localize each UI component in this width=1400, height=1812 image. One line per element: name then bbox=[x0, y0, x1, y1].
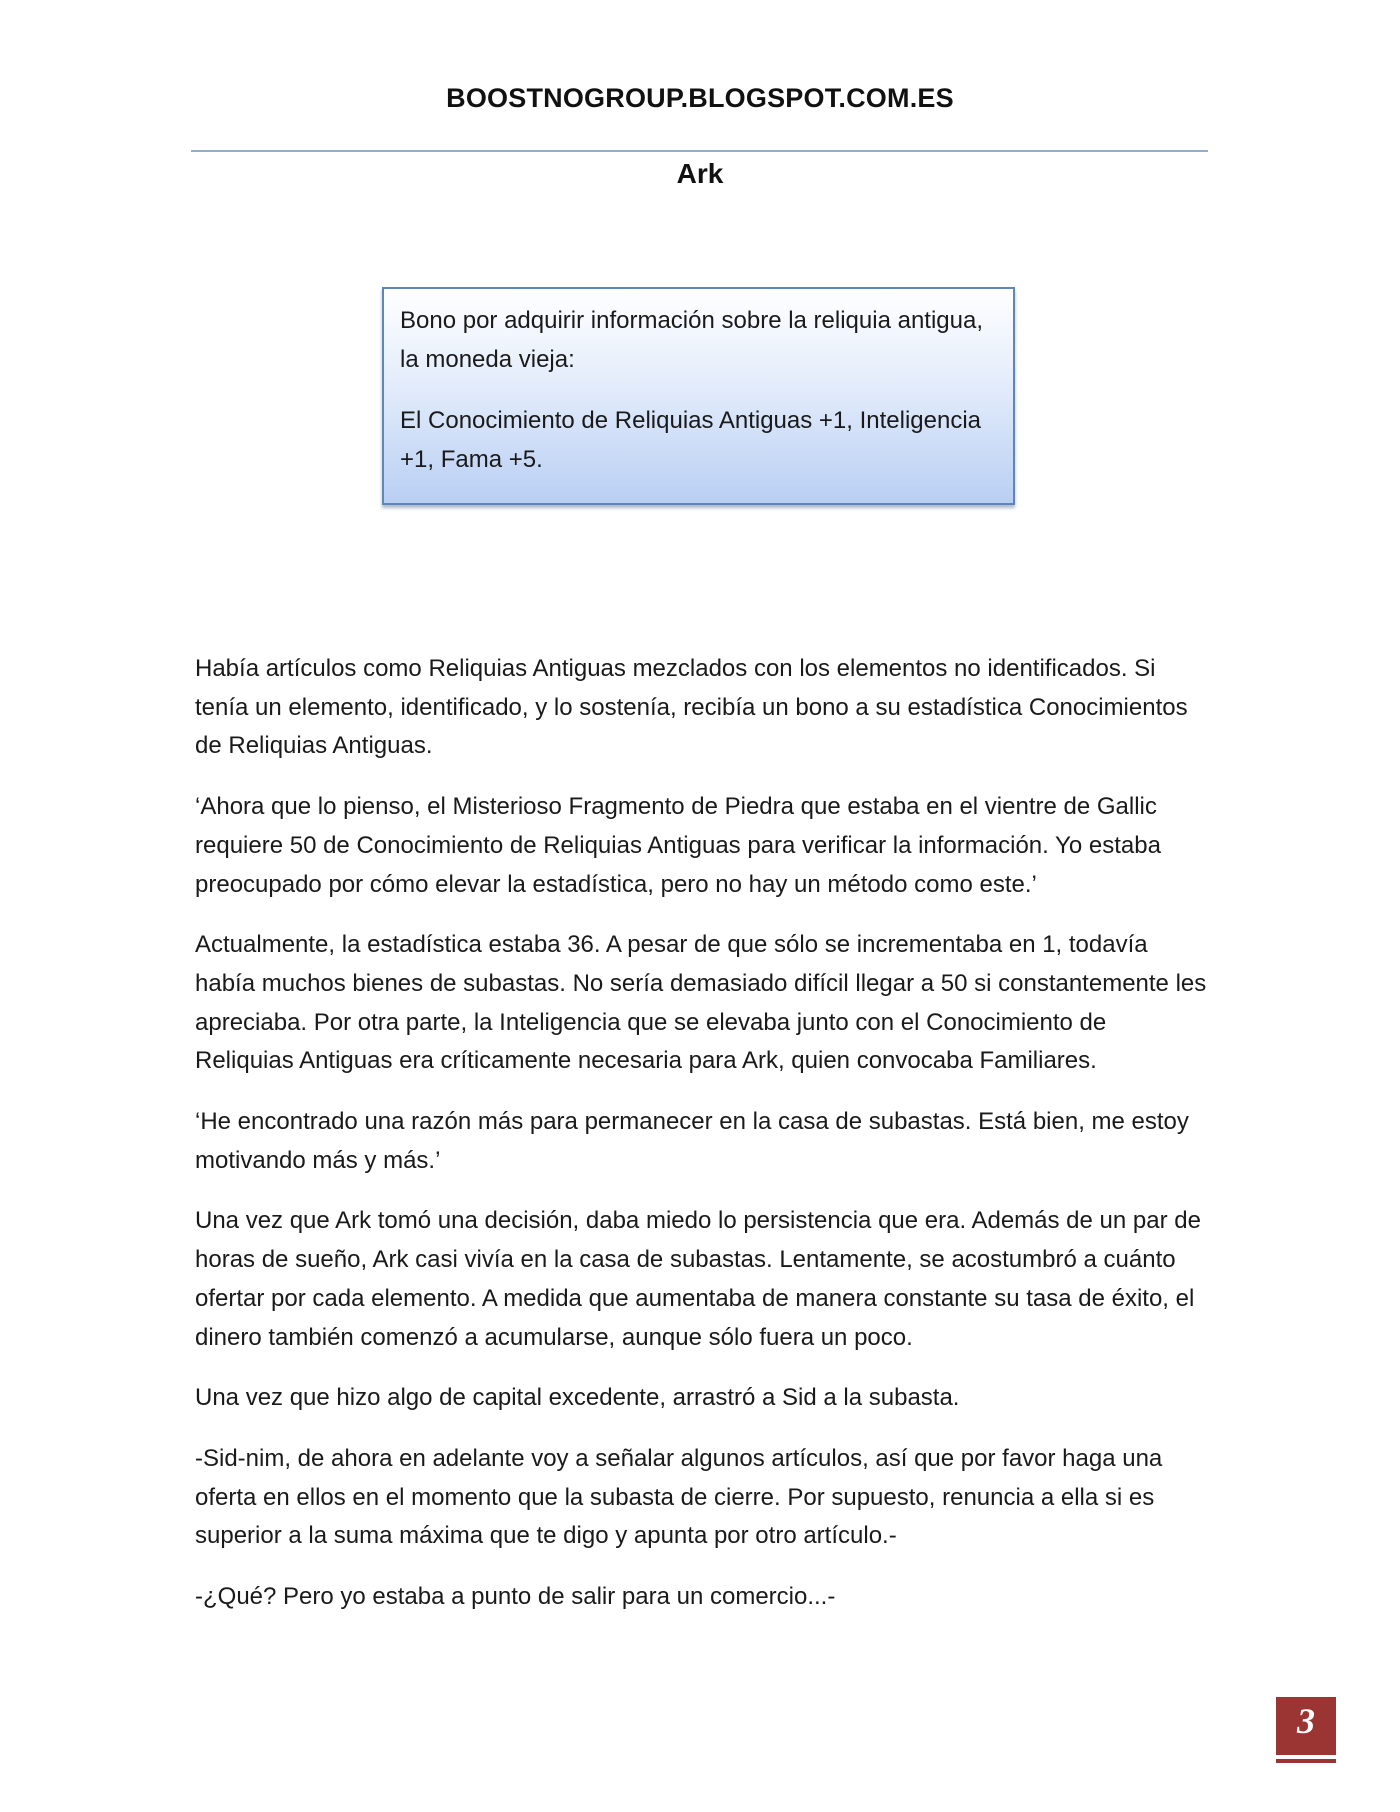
bonus-stats: El Conocimiento de Reliquias Antiguas +1, Inteligencia +1, Fama +5. bbox=[400, 407, 982, 473]
body-text bbox=[195, 650, 1210, 1639]
paragraph: ‘Ahora que lo pienso, el Misterioso Fragmento de Piedra que estaba en el vientre de Gallic requiere 50 de Conocimiento de Reliquias Antiguas para verificar la información. Yo estaba preocupado por cómo elevar la estadística, pero no hay un método como este.’ bbox=[195, 793, 1161, 898]
paragraph: Una vez que Ark tomó una decisión, daba miedo lo persistencia que era. Además de un par de horas de sueño, Ark casi vivía en la casa de subastas. Lentamente, se acostumbró a cuánto ofertar por cada elemento. A medida que aumentaba de manera constante su tasa de éxito, el dinero también comenzó a acumularse, aunque sólo fuera un poco. bbox=[195, 1207, 1201, 1351]
page-number-badge: 3 bbox=[1276, 1697, 1336, 1755]
site-header: BOOSTNOGROUP.BLOGSPOT.COM.ES bbox=[446, 83, 954, 113]
bonus-notification-box bbox=[382, 287, 1015, 505]
chapter-title: Ark bbox=[676, 158, 724, 189]
paragraph: Actualmente, la estadística estaba 36. A pesar de que sólo se incrementaba en 1, todavía había muchos bienes de subastas. No sería demasiado difícil llegar a 50 si constantemente les apreciaba. Por otra parte, la Inteligencia que se elevaba junto con el Conocimiento de Reliquias Antiguas era críticamente necesaria para Ark, quien convocaba Familiares. bbox=[195, 931, 1207, 1075]
paragraph: Una vez que hizo algo de capital excedente, arrastró a Sid a la subasta. bbox=[195, 1384, 960, 1412]
paragraph: ‘He encontrado una razón más para permanecer en la casa de subastas. Está bien, me estoy motivando más y más.’ bbox=[195, 1108, 1189, 1174]
paragraph: -¿Qué? Pero yo estaba a punto de salir para un comercio...- bbox=[195, 1583, 836, 1611]
bonus-description: Bono por adquirir información sobre la reliquia antigua, la moneda vieja: bbox=[400, 307, 984, 373]
page-number-underline bbox=[1276, 1759, 1336, 1763]
paragraph: Había artículos como Reliquias Antiguas mezclados con los elementos no identificados. Si tenía un elemento, identificado, y lo sostenía, recibía un bono a su estadística Conocimientos de Reliquias Antiguas. bbox=[195, 655, 1188, 760]
header-divider bbox=[191, 150, 1208, 152]
paragraph: -Sid-nim, de ahora en adelante voy a señalar algunos artículos, así que por favor haga una oferta en ellos en el momento que la subasta de cierre. Por supuesto, renuncia a ella si es superior a la suma máxima que te digo y apunta por otro artículo.- bbox=[195, 1444, 1163, 1550]
